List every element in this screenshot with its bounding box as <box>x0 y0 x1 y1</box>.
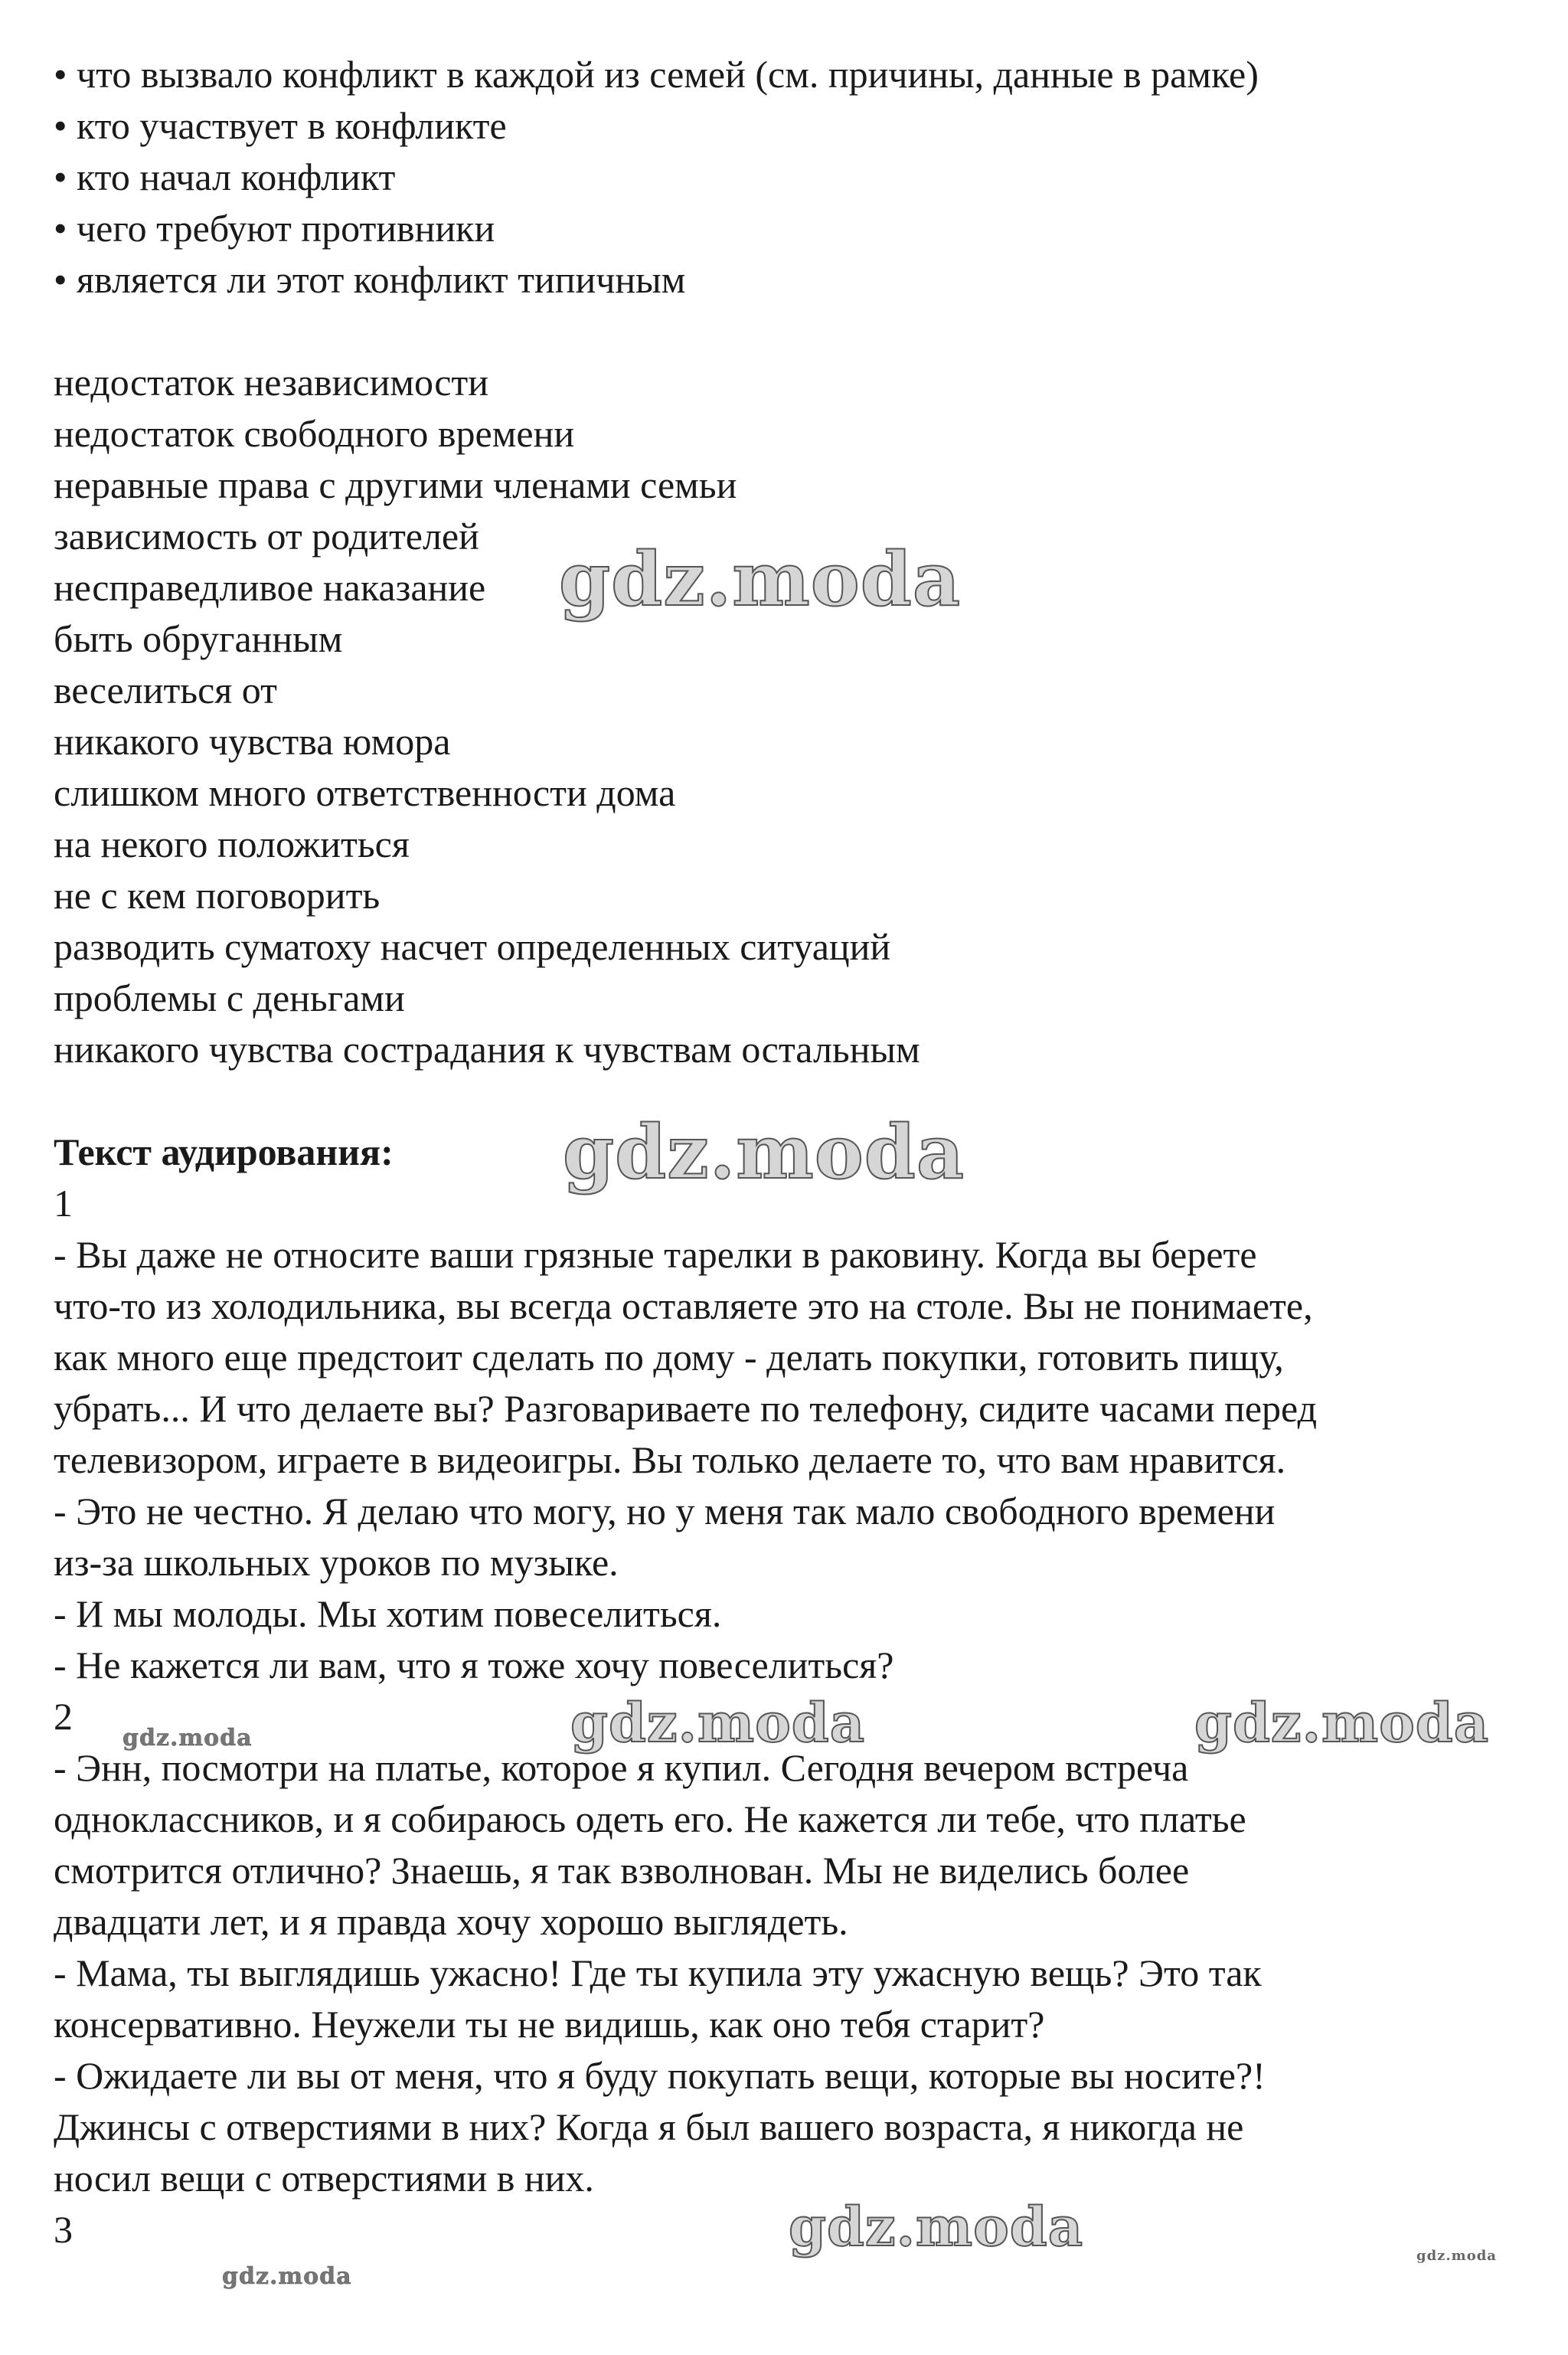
dialogue-line: консервативно. Неужели ты не видишь, как оно тебя старит? <box>54 2003 1045 2046</box>
watermark: gdz.moda <box>222 2263 352 2290</box>
dialogue-line: из-за школьных уроков по музыке. <box>54 1541 619 1584</box>
dialogue-line: что-то из холодильника, вы всегда оставляете это на столе. Вы не понимаете, <box>54 1284 1313 1327</box>
dialogue-line: - Энн, посмотри на платье, которое я купил. Сегодня вечером встреча <box>54 1746 1189 1789</box>
reason-item: проблемы с деньгами <box>54 976 405 1019</box>
question-item: • кто начал конфликт <box>54 155 396 198</box>
reason-item: никакого чувства сострадания к чувствам остальным <box>54 1028 920 1071</box>
dialogue-line: - Это не честно. Я делаю что могу, но у меня так мало свободного времени <box>54 1490 1276 1532</box>
dialogue-line: носил вещи с отверстиями в них. <box>54 2157 594 2200</box>
part-number: 3 <box>54 2208 73 2251</box>
dialogue-line: - Вы даже не относите ваши грязные тарелки в раковину. Когда вы берете <box>54 1233 1257 1276</box>
reason-item: никакого чувства юмора <box>54 720 451 763</box>
dialogue-line: - Мама, ты выглядишь ужасно! Где ты купила эту ужасную вещь? Это так <box>54 1951 1262 1994</box>
watermark: gdz.moda <box>570 1691 866 1755</box>
reason-item: разводить суматоху насчет определенных ситуаций <box>54 925 891 968</box>
question-item: • чего требуют противники <box>54 207 495 250</box>
question-item: • что вызвало конфликт в каждой из семей (см. причины, данные в рамке) <box>54 53 1259 96</box>
dialogue-line: Джинсы с отверстиями в них? Когда я был вашего возраста, я никогда не <box>54 2105 1244 2148</box>
question-item: • является ли этот конфликт типичным <box>54 258 686 301</box>
reason-item: несправедливое наказание <box>54 566 486 609</box>
dialogue-line: убрать... И что делаете вы? Разговариваете по телефону, сидите часами перед <box>54 1387 1318 1430</box>
watermark: gdz.moda <box>789 2195 1084 2259</box>
question-item: • кто участвует в конфликте <box>54 104 507 147</box>
dialogue-line: как много еще предстоит сделать по дому - делать покупки, готовить пищу, <box>54 1336 1284 1379</box>
dialogue-line: - И мы молоды. Мы хотим повеселиться. <box>54 1592 722 1635</box>
reason-item: слишком много ответственности дома <box>54 771 676 814</box>
dialogue-line: телевизором, играете в видеоигры. Вы только делаете то, что вам нравится. <box>54 1438 1286 1481</box>
dialogue-line: - Не кажется ли вам, что я тоже хочу повеселиться? <box>54 1644 894 1686</box>
dialogue-line: - Ожидаете ли вы от меня, что я буду покупать вещи, которые вы носите?! <box>54 2054 1266 2097</box>
watermark: gdz.moda <box>559 536 962 623</box>
question-list <box>54 49 1547 306</box>
part-number: 2 <box>54 1695 73 1738</box>
reason-item: веселиться от <box>54 669 277 711</box>
reasons-list <box>54 357 1547 1075</box>
listening-heading: Текст аудирования: <box>54 1130 394 1173</box>
reason-item: зависимость от родителей <box>54 515 479 558</box>
spacer <box>54 306 1547 357</box>
reason-item: не с кем поговорить <box>54 874 381 917</box>
watermark: gdz.moda <box>1416 2248 1497 2264</box>
reason-item: неравные права с другими членами семьи <box>54 463 737 506</box>
reason-item: на некого положиться <box>54 823 410 865</box>
watermark: gdz.moda <box>1194 1691 1490 1755</box>
dialogue-line: одноклассников, и я собираюсь одеть его. Не кажется ли тебе, что платье <box>54 1797 1246 1840</box>
watermark: gdz.moda <box>563 1109 965 1195</box>
reason-item: недостаток независимости <box>54 361 489 404</box>
part-number: 1 <box>54 1182 73 1225</box>
dialogue-line: смотрится отлично? Знаешь, я так взволнован. Мы не виделись более <box>54 1849 1190 1892</box>
dialogue-line: двадцати лет, и я правда хочу хорошо выглядеть. <box>54 1900 848 1943</box>
reason-item: недостаток свободного времени <box>54 412 575 455</box>
watermark: gdz.moda <box>122 1725 253 1752</box>
reason-item: быть обруганным <box>54 617 343 660</box>
